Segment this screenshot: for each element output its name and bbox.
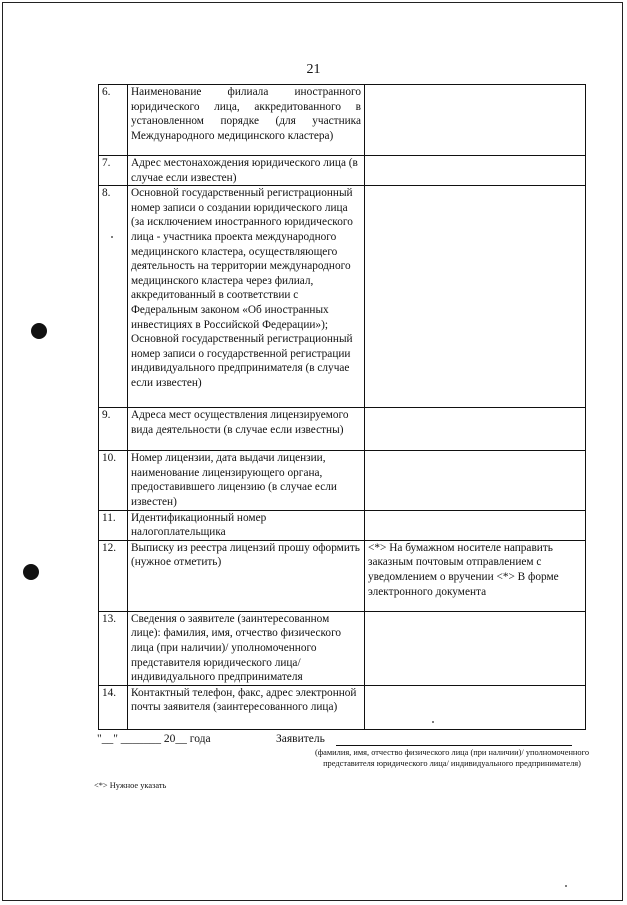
row-number: 10.	[99, 451, 128, 510]
table-row	[99, 451, 586, 510]
signature-line[interactable]	[336, 745, 572, 746]
date-field[interactable]: "__" _______ 20__ года	[97, 733, 211, 745]
signature-note: (фамилия, имя, отчество физического лица (при наличии)/ уполномоченного представителя юридического лица/ индивидуального предпринимателя)	[314, 748, 590, 768]
row-number: 14.	[99, 685, 128, 729]
row-label: Контактный телефон, факс, адрес электронной почты заявителя (заинтересованного лица)	[128, 685, 365, 729]
applicant-label: Заявитель	[276, 733, 325, 745]
row-number: 13.	[99, 611, 128, 685]
row-label: Номер лицензии, дата выдачи лицензии, наименование лицензирующего органа, предоставившего лицензию (в случае если известен)	[128, 451, 365, 510]
row-value-field[interactable]	[365, 156, 586, 186]
row-number: 11.	[99, 510, 128, 540]
table-row	[99, 510, 586, 540]
footnote: <*> Нужное указать	[94, 781, 167, 790]
scan-speck	[565, 885, 567, 887]
row-label: Адреса мест осуществления лицензируемого вида деятельности (в случае если известны)	[128, 408, 365, 451]
table-row	[99, 186, 586, 408]
scan-speck	[432, 721, 434, 723]
row-label: Основной государственный регистрационный номер записи о создании юридического лица (за исключением иностранного юридического лица - участника проекта международного медицинского кластера, осуществляющего деятельность на территории международного медицинского кластера через филиал, аккредитованный в соответствии с Федеральным законом «Об иностранных инвестициях в Российской Федерации»); Основной государственный регистрационный номер записи о государственной регистрации индивидуального предпринимателя (в случае если известен)	[128, 186, 365, 408]
row-number: 7.	[99, 156, 128, 186]
row-value-field[interactable]	[365, 85, 586, 156]
table-row	[99, 408, 586, 451]
form-table	[98, 84, 586, 730]
table-row	[99, 611, 586, 685]
row-number: 12.	[99, 540, 128, 611]
row-label: Сведения о заявителе (заинтересованном лице): фамилия, имя, отчество физического лица (при наличии)/ уполномоченного представителя юридического лица/индивидуального предпринимателя	[128, 611, 365, 685]
row-number: 6.	[99, 85, 128, 156]
table-row	[99, 85, 586, 156]
table-row	[99, 156, 586, 186]
punch-hole-top	[31, 323, 47, 339]
row-label: Идентификационный номер налогоплательщика	[128, 510, 365, 540]
table-row	[99, 540, 586, 611]
row-value-field[interactable]	[365, 186, 586, 408]
row-value-field[interactable]	[365, 451, 586, 510]
scan-speck	[111, 236, 113, 238]
row-label: Адрес местонахождения юридического лица (в случае если известен)	[128, 156, 365, 186]
row-value-field[interactable]	[365, 685, 586, 729]
table-row	[99, 685, 586, 729]
row-value-field[interactable]	[365, 611, 586, 685]
row-number: 8.	[99, 186, 128, 408]
punch-hole-bottom	[23, 564, 39, 580]
row-value-field[interactable]	[365, 510, 586, 540]
row-number: 9.	[99, 408, 128, 451]
row-label: Наименование филиала иностранного юридического лица, аккредитованного в установленном порядке (для участника Международного медицинского кластера)	[128, 85, 365, 156]
row-label: Выписку из реестра лицензий прошу оформить (нужное отметить)	[128, 540, 365, 611]
page-number: 21	[306, 62, 321, 77]
row-value-field[interactable]	[365, 408, 586, 451]
delivery-options[interactable]: <*> На бумажном носителе направить заказным почтовым отправлением с уведомлением о вручении <*> В форме электронного документа	[365, 540, 586, 611]
